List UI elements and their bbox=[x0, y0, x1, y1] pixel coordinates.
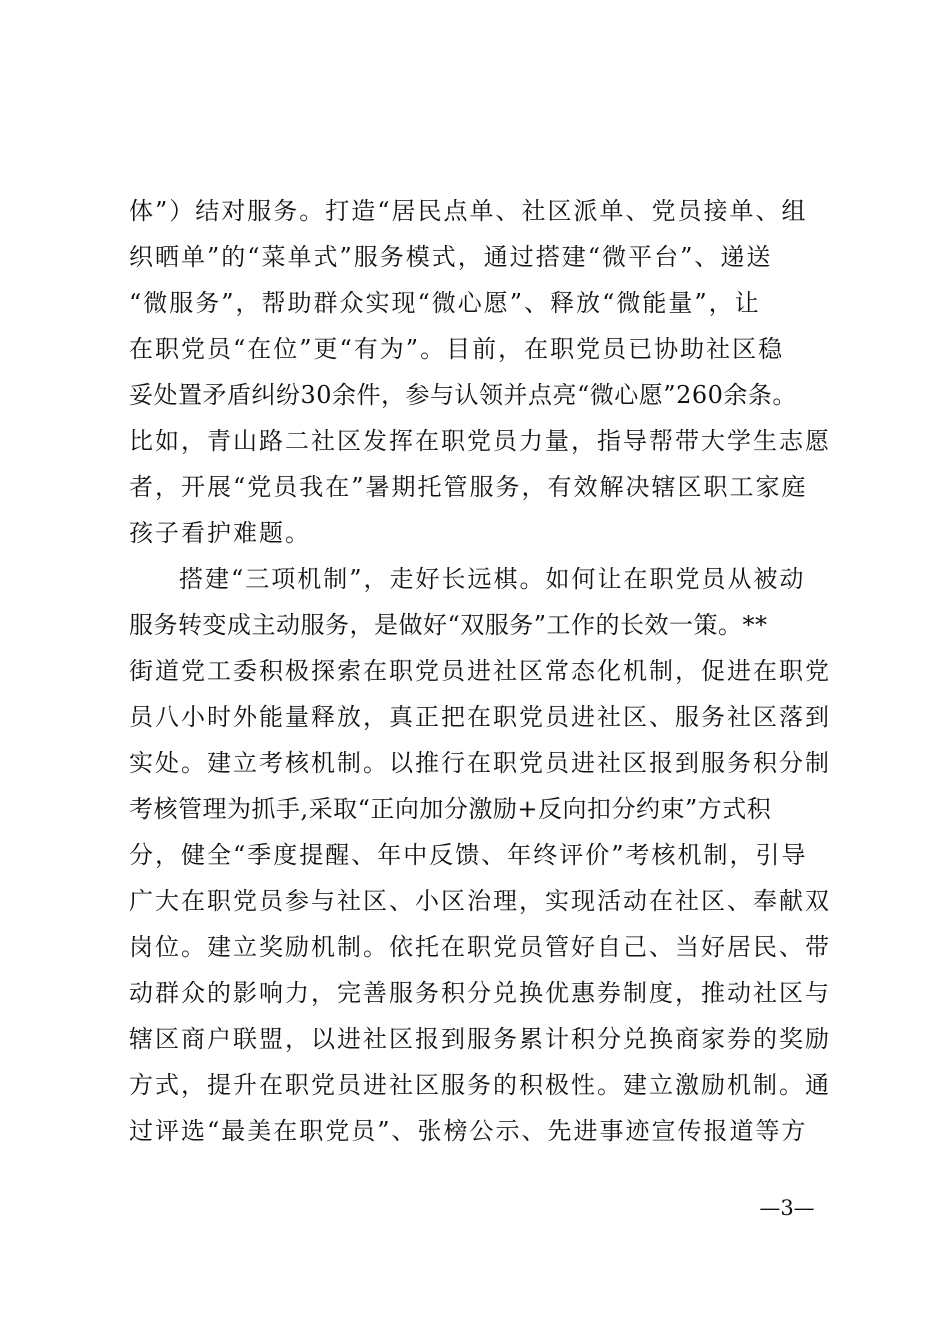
text-line: 实处。建立考核机制。以推行在职党员进社区报到服务积分制 bbox=[129, 749, 831, 777]
text-line: 比如，青山路二社区发挥在职党员力量，指导帮带大学生志愿 bbox=[129, 427, 831, 455]
paragraph bbox=[129, 188, 839, 556]
text-line: 动群众的影响力，完善服务积分兑换优惠券制度，推动社区与 bbox=[129, 979, 831, 1007]
text-line: 者，开展“党员我在”暑期托管服务，有效解决辖区职工家庭 bbox=[129, 473, 808, 501]
paragraph bbox=[129, 556, 839, 1154]
text-line: “微服务”，帮助群众实现“微心愿”、释放“微能量”，让 bbox=[129, 289, 761, 317]
text-line: 分，健全“季度提醒、年中反馈、年终评价”考核机制，引导 bbox=[129, 841, 808, 869]
body-text bbox=[129, 188, 839, 1154]
text-line: 考核管理为抓手,采取“正向加分激励+反向扣分约束”方式积 bbox=[129, 795, 772, 823]
text-line: 搭建“三项机制”，走好长远棋。如何让在职党员从被动 bbox=[179, 565, 806, 593]
text-line: 织晒单”的“菜单式”服务模式，通过搭建“微平台”、递送 bbox=[129, 243, 773, 271]
text-line: 广大在职党员参与社区、小区治理，实现活动在社区、奉献双 bbox=[129, 887, 831, 915]
text-line: 辖区商户联盟，以进社区报到服务累计积分兑换商家券的奖励 bbox=[129, 1025, 831, 1053]
text-line: 过评选“最美在职党员”、张榜公示、先进事迹宣传报道等方 bbox=[129, 1117, 808, 1145]
text-line: 员八小时外能量释放，真正把在职党员进社区、服务社区落到 bbox=[129, 703, 831, 731]
text-line: 在职党员“在位”更“有为”。目前，在职党员已协助社区稳 bbox=[129, 335, 785, 363]
text-line: 体”）结对服务。打造“居民点单、社区派单、党员接单、组 bbox=[129, 197, 808, 225]
text-line: 岗位。建立奖励机制。依托在职党员管好自己、当好居民、带 bbox=[129, 933, 831, 961]
page-number: —3— bbox=[759, 1196, 815, 1220]
text-line: 方式，提升在职党员进社区服务的积极性。建立激励机制。通 bbox=[129, 1071, 831, 1099]
text-line: 服务转变成主动服务，是做好“双服务”工作的长效一策。** bbox=[129, 611, 768, 639]
text-line: 孩子看护难题。 bbox=[129, 519, 311, 547]
text-line: 妥处置矛盾纠纷30余件，参与认领并点亮“微心愿”260余条。 bbox=[129, 381, 797, 409]
text-line: 街道党工委积极探索在职党员进社区常态化机制，促进在职党 bbox=[129, 657, 831, 685]
